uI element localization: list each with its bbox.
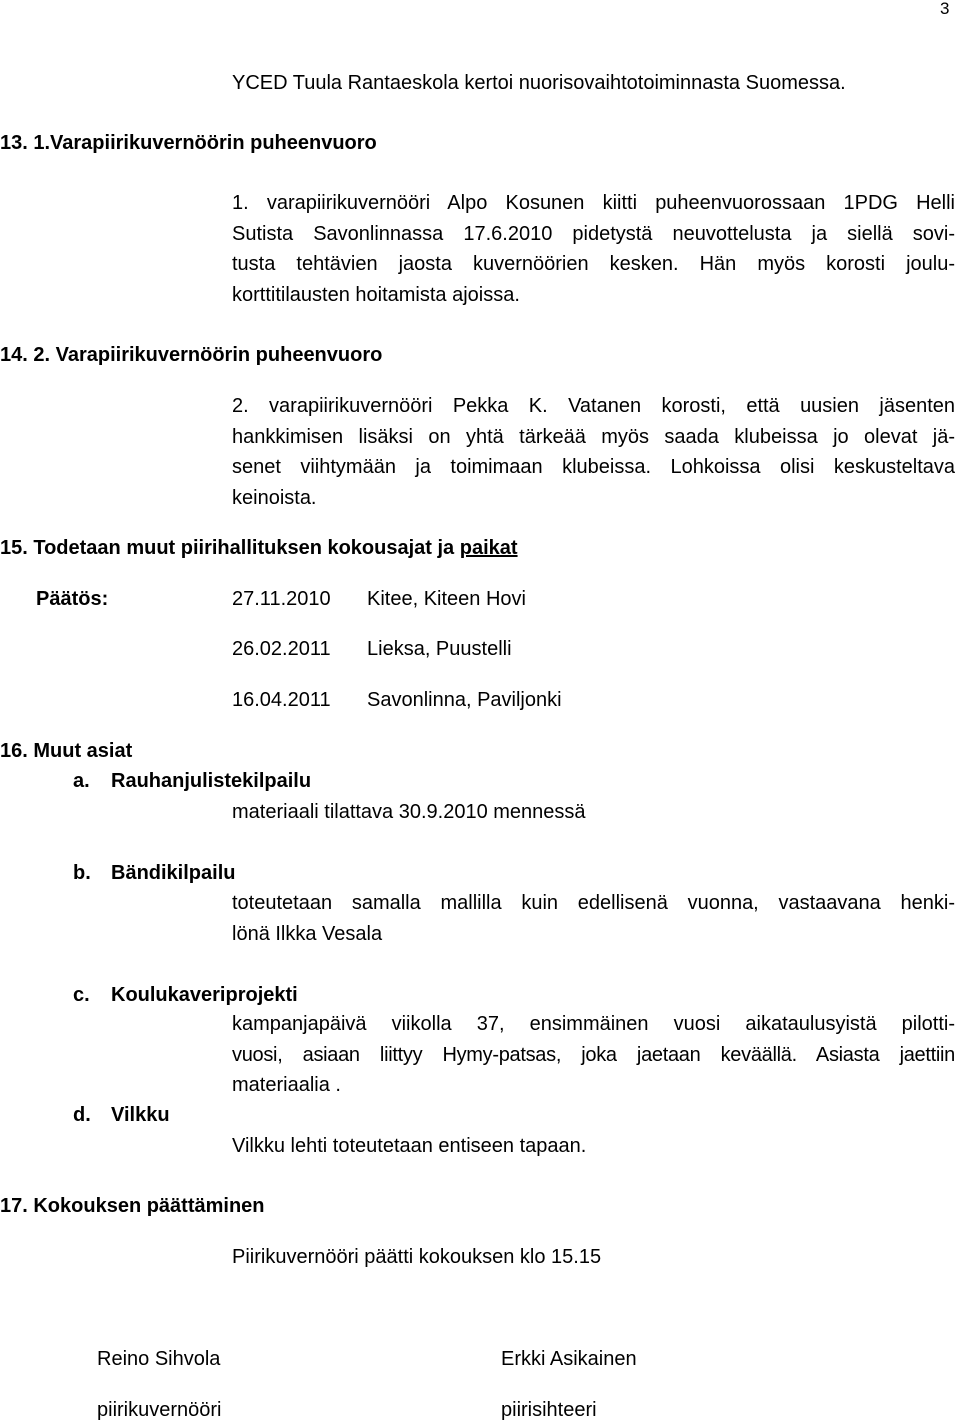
meeting-place: Lieksa, Puustelli (367, 638, 512, 660)
meeting-place: Kitee, Kiteen Hovi (367, 588, 526, 610)
section-13-body (232, 188, 955, 310)
meeting-place: Savonlinna, Paviljonki (367, 689, 562, 711)
signature-name: Erkki Asikainen (501, 1348, 637, 1370)
item-d-title: Vilkku (111, 1104, 170, 1126)
closing-text: Piirikuvernööri päätti kokouksen klo 15.15 (232, 1246, 602, 1268)
section-14-line: senet viihtymään ja toimimaan klubeissa. Lohkoissa olisi keskusteltava (232, 456, 955, 478)
item-d-text: Vilkku lehti toteutetaan entiseen tapaan. (232, 1135, 587, 1157)
page-number: 3 (940, 0, 950, 18)
item-a-label: a. (73, 770, 90, 792)
item-c-body (232, 1009, 955, 1101)
section-14-heading: 14. 2. Varapiirikuvernöörin puheenvuoro (0, 344, 383, 366)
meeting-date: 16.04.2011 (232, 689, 331, 711)
section-14-body (232, 391, 955, 513)
meeting-date: 26.02.2011 (232, 638, 331, 660)
section-13-line: korttitilausten hoitamista ajoissa. (232, 283, 520, 306)
item-c-title: Koulukaveriprojekti (111, 984, 298, 1006)
section-15-heading (0, 533, 518, 563)
item-c-line: vuosi, asiaan liittyy Hymy-patsas, joka jaetaan keväällä. Asiasta jaettiin (232, 1043, 955, 1066)
section-13-heading: 13. 1.Varapiirikuvernöörin puheenvuoro (0, 132, 377, 154)
item-a-title: Rauhanjulistekilpailu (111, 770, 312, 792)
item-b-line: toteutetaan samalla mallilla kuin edellisenä vuonna, vastaavana henki- (232, 892, 955, 914)
item-b-line: lönä Ilkka Vesala (232, 922, 383, 945)
item-d-label: d. (73, 1104, 91, 1126)
decision-label: Päätös: (36, 588, 109, 610)
intro-text: YCED Tuula Rantaeskola kertoi nuorisovaihtotoiminnasta Suomessa. (232, 72, 846, 94)
item-b-body (232, 888, 955, 949)
section-14-line: keinoista. (232, 486, 317, 509)
signature-role: piirikuvernööri (97, 1399, 222, 1421)
signature-role: piirisihteeri (501, 1399, 597, 1421)
signature-name: Reino Sihvola (97, 1348, 221, 1370)
section-15-heading-text: 15. Todetaan muut piirihallituksen kokousajat ja (0, 537, 460, 559)
section-13-line: Sutista Savonlinnassa 17.6.2010 pidetystä neuvottelusta ja siellä sovi- (232, 222, 955, 245)
item-c-label: c. (73, 984, 90, 1006)
item-c-line: kampanjapäivä viikolla 37, ensimmäinen vuosi aikataulusyistä pilotti- (232, 1013, 955, 1035)
section-17-heading: 17. Kokouksen päättäminen (0, 1195, 265, 1217)
meeting-date: 27.11.2010 (232, 588, 331, 610)
item-b-label: b. (73, 862, 91, 884)
section-15-heading-underlined: paikat (459, 537, 518, 559)
section-16-heading: 16. Muut asiat (0, 740, 133, 762)
section-13-line: 1. varapiirikuvernööri Alpo Kosunen kiitti puheenvuorossaan 1PDG Helli (232, 192, 955, 214)
item-c-line: materiaalia . (232, 1074, 341, 1096)
section-14-line: hankkimisen lisäksi on yhtä tärkeää myös saada klubeissa jo olevat jä- (232, 425, 955, 448)
section-14-line: 2. varapiirikuvernööri Pekka K. Vatanen korosti, että uusien jäsenten (232, 395, 955, 417)
section-13-line: tusta tehtävien jaosta kuvernöörien kesken. Hän myös korosti joulu- (232, 253, 955, 275)
item-a-text: materiaali tilattava 30.9.2010 mennessä (232, 801, 586, 823)
item-b-title: Bändikilpailu (111, 862, 236, 884)
